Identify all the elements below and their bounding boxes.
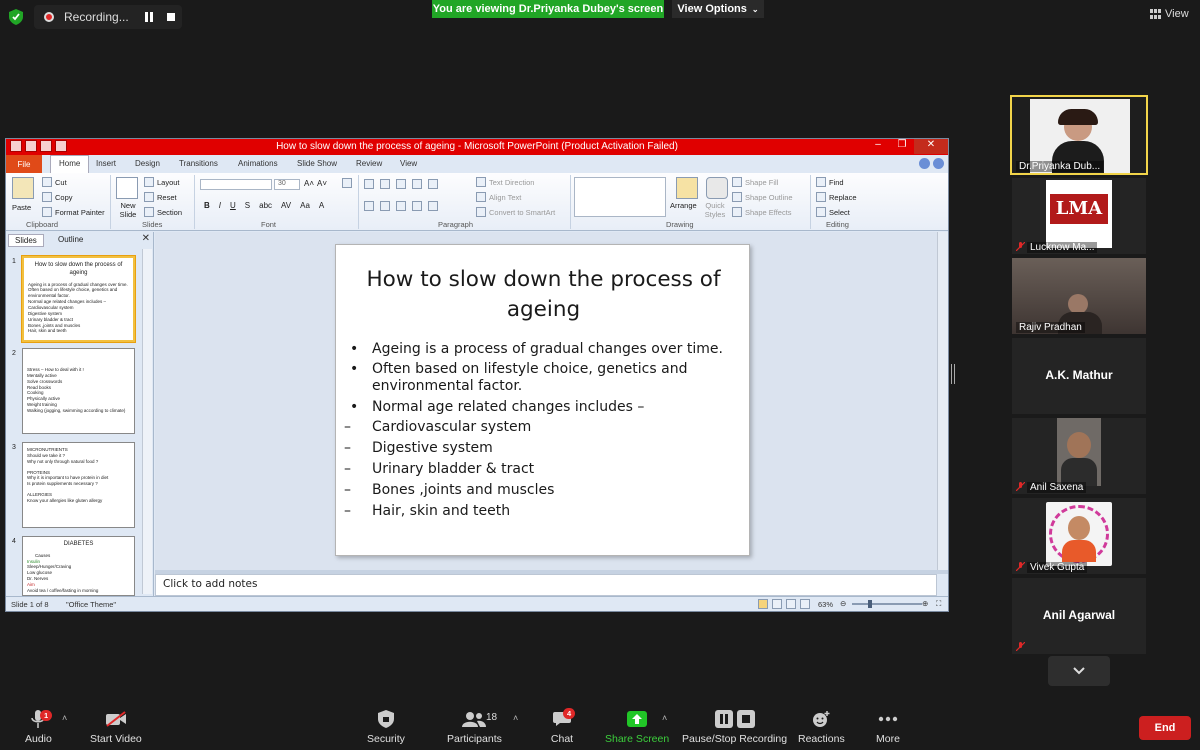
convert-smartart-label: Convert to SmartArt <box>489 207 556 217</box>
align-text-icon <box>476 192 486 202</box>
bullet-text: Digestive system <box>372 440 493 456</box>
audio-options-icon[interactable]: ˄ <box>62 713 68 723</box>
thumbnail-line: Bones ,joints and muscles <box>28 322 81 328</box>
video-off-icon <box>105 711 127 727</box>
tab-review[interactable]: Review <box>356 159 383 168</box>
muted-mic-icon <box>1016 242 1025 251</box>
list-buttons <box>364 179 438 189</box>
slide-counter: Slide 1 of 8 <box>11 600 49 609</box>
thumbnail-line: Cooking <box>27 390 44 396</box>
ppt-window-title: How to slow down the process of ageing - Microsoft PowerPoint (Product Activation Failed) <box>276 141 678 152</box>
quick-styles-icon[interactable] <box>706 177 728 199</box>
participant-photo <box>1057 418 1101 486</box>
gallery-view-button[interactable] <box>1150 8 1189 20</box>
strike-icon[interactable]: abc <box>259 201 273 210</box>
reactions-button[interactable] <box>798 707 845 745</box>
arrange-button[interactable]: Arrange <box>670 201 697 210</box>
chevron-down-icon <box>1073 666 1085 675</box>
thumbnail-line: ALLERGIES <box>27 492 53 498</box>
slide-title[interactable]: How to slow down the process of ageing <box>366 267 721 322</box>
slide-number: 1 <box>12 258 16 265</box>
find-label: Find <box>829 177 844 187</box>
participant-photo <box>1046 502 1112 566</box>
layout-label: Layout <box>157 177 180 187</box>
replace-label: Replace <box>829 192 857 202</box>
thumbnail-line: Should we take it ? <box>27 452 66 458</box>
thumbnail-line: Is protein supplements necessary ? <box>27 481 98 487</box>
thumbnail-line: Sleep/Hunger/Craving <box>27 564 72 570</box>
participant-name: Anil Agarwal <box>1042 608 1116 622</box>
thumbnail-line: Walking (jogging, swimming according to climate) <box>27 407 126 413</box>
font-style-buttons <box>204 201 324 210</box>
thumbnail-line: Know your allergies like gluten allergy <box>27 497 103 503</box>
help-icon[interactable] <box>933 158 944 169</box>
lma-logo-text: LMA <box>1050 194 1108 224</box>
shape-outline-button[interactable] <box>732 192 793 202</box>
decrease-indent-icon[interactable] <box>396 179 406 189</box>
recording-indicator[interactable] <box>34 5 182 29</box>
face <box>1068 294 1088 314</box>
hair <box>1058 109 1098 125</box>
grid-icon <box>1150 9 1161 19</box>
tab-slides[interactable]: Slides <box>8 234 44 247</box>
close-icon[interactable]: ✕ <box>141 233 150 244</box>
group-font-label: Font <box>261 220 277 229</box>
binoculars-icon <box>816 177 826 187</box>
reactions-label: Reactions <box>798 733 845 745</box>
end-meeting-button[interactable]: End <box>1139 716 1191 740</box>
shape-effects-button[interactable] <box>732 207 792 217</box>
divider <box>110 175 111 229</box>
copy-label: Copy <box>55 192 73 202</box>
justify-icon[interactable] <box>412 201 422 211</box>
thumbnail-line: MICRONUTRIENTS <box>27 447 68 452</box>
thumbnail-line: Normal age related changes includes – <box>28 299 107 305</box>
zoom-slider-thumb[interactable] <box>868 600 872 608</box>
thumbnail-line: Stress – How to deal with it ! <box>27 367 84 372</box>
bullet-marker: • <box>350 399 359 415</box>
recording-dot-icon <box>44 12 54 22</box>
bullet-marker: – <box>344 440 351 456</box>
bullet-text: Ageing is a process of gradual changes over time. <box>372 341 723 357</box>
font-size-combo[interactable]: 30 <box>274 179 300 190</box>
thumbnail-line: Avoid tea / coffee/fasting in morning <box>27 587 99 593</box>
shrink-font-icon[interactable]: A˅ <box>317 179 328 188</box>
share-screen-label: Share Screen <box>605 733 670 745</box>
restore-icon[interactable]: ❐ <box>897 139 907 150</box>
slide-bullet <box>344 461 534 478</box>
slide-bullet <box>344 440 493 457</box>
reset-icon <box>144 192 154 202</box>
scissors-icon <box>42 177 52 187</box>
tab-insert[interactable]: Insert <box>96 159 117 168</box>
muted-mic-icon <box>1016 482 1025 491</box>
tab-file[interactable]: File <box>6 155 42 173</box>
view-buttons <box>758 599 810 609</box>
font-color-icon[interactable]: A <box>318 201 325 210</box>
thumbnail-line: Why not only through natural food ? <box>27 458 99 464</box>
zoom-level[interactable]: 63% <box>818 600 834 609</box>
thumbnail-line: Read books <box>27 384 52 390</box>
divider <box>810 175 811 229</box>
participants-icon <box>462 711 486 727</box>
section-label: Section <box>157 207 183 217</box>
bullet-text: Bones ,joints and muscles <box>372 482 555 498</box>
participant-tile[interactable] <box>1012 578 1146 654</box>
start-video-label: Start Video <box>90 733 142 745</box>
bullet-text: Often based on lifestyle choice, genetics and environmental factor. <box>372 361 688 394</box>
slide-bullet <box>344 503 510 520</box>
shield-icon[interactable] <box>9 9 23 25</box>
format-painter-label: Format Painter <box>55 207 105 217</box>
ppt-title-bar <box>6 139 948 155</box>
chat-label: Chat <box>550 733 574 745</box>
pause-stop-icon <box>715 710 755 728</box>
reading-view-icon[interactable] <box>786 599 796 609</box>
thumbnail-line: Weight training <box>27 402 57 408</box>
shield-icon <box>378 710 394 728</box>
participant-tile[interactable] <box>1012 418 1146 494</box>
ribbon-home <box>6 173 948 231</box>
thumbnail-line: Insulin <box>27 558 41 564</box>
align-buttons <box>364 201 438 211</box>
text-direction-icon <box>476 177 486 187</box>
bullet-marker: – <box>344 419 351 435</box>
char-spacing-icon[interactable]: AV <box>281 201 292 210</box>
cut-label: Cut <box>55 177 67 187</box>
tab-animations[interactable]: Animations <box>238 159 278 168</box>
format-painter-button[interactable] <box>42 207 105 217</box>
bullet-marker: • <box>350 341 359 357</box>
quick-styles-button[interactable]: Quick Styles <box>704 201 726 219</box>
new-slide-button[interactable]: New Slide <box>119 201 137 219</box>
bullet-text: Hair, skin and teeth <box>372 503 511 519</box>
thumbnail-line: Physically active <box>27 396 61 402</box>
group-slides-label: Slides <box>142 220 163 229</box>
splitter-handle-icon[interactable] <box>951 364 955 384</box>
bullet-marker: – <box>344 503 351 519</box>
chat-badge: 4 <box>563 708 575 719</box>
select-label: Select <box>829 207 850 217</box>
face <box>1068 516 1090 540</box>
replace-icon <box>816 192 826 202</box>
group-editing-label: Editing <box>826 220 849 229</box>
reset-button[interactable] <box>144 192 177 202</box>
pause-stop-recording-button[interactable] <box>682 707 787 745</box>
face <box>1067 432 1091 458</box>
theme-name: "Office Theme" <box>66 600 117 609</box>
strikethrough-icon[interactable]: S <box>244 201 251 210</box>
slide-bullet <box>344 482 554 499</box>
paste-button[interactable]: Paste <box>12 203 32 212</box>
participants-options-icon[interactable]: ˄ <box>513 713 519 723</box>
shape-fill-label: Shape Fill <box>745 177 779 187</box>
tab-home[interactable]: Home <box>50 155 89 173</box>
increase-indent-icon[interactable] <box>412 179 422 189</box>
line-spacing-icon[interactable] <box>428 179 438 189</box>
thumbnail-line: Why it is important to have protein in diet <box>27 475 109 481</box>
align-right-icon[interactable] <box>396 201 406 211</box>
smiley-plus-icon <box>812 710 830 728</box>
brush-icon <box>42 207 52 217</box>
bold-icon[interactable]: B <box>204 201 210 210</box>
thumbnail-line: Causes <box>35 552 51 558</box>
viewing-screen-banner: You are viewing Dr.Priyanka Dubey's screen <box>432 0 664 18</box>
share-screen-button[interactable] <box>605 707 669 745</box>
zoom-slider[interactable] <box>852 603 922 605</box>
group-paragraph-label: Paragraph <box>438 220 474 229</box>
pause-icon[interactable] <box>144 12 154 22</box>
more-button[interactable] <box>875 707 901 745</box>
numbering-icon[interactable] <box>380 179 390 189</box>
shape-outline-label: Shape Outline <box>745 192 793 202</box>
shared-powerpoint-window[interactable] <box>5 138 949 612</box>
copy-button[interactable] <box>42 192 73 202</box>
participant-name: Lucknow Ma... <box>1027 242 1097 253</box>
slide-thumbnail[interactable] <box>22 442 135 528</box>
shape-effects-label: Shape Effects <box>745 207 792 217</box>
stop-icon[interactable] <box>166 12 176 22</box>
view-options-label: View Options <box>677 3 747 15</box>
slide-thumbnail[interactable] <box>22 536 135 596</box>
normal-view-icon[interactable] <box>758 599 768 609</box>
layout-button[interactable] <box>144 177 180 187</box>
share-screen-icon <box>627 711 647 727</box>
bullet-text: Normal age related changes includes – <box>372 399 645 415</box>
section-icon <box>144 207 154 217</box>
minimize-ribbon-icon[interactable] <box>919 158 930 169</box>
start-video-button[interactable] <box>90 707 142 745</box>
cursor-icon <box>816 207 826 217</box>
chevron-down-icon: ⌄ <box>751 4 759 14</box>
notes-pane[interactable]: Click to add notes <box>155 574 937 596</box>
pen-icon <box>732 192 742 202</box>
thumbnail-line: Digestive system <box>28 310 63 316</box>
thumbnail-line: Ageing is a process of gradual changes over time. <box>28 281 128 287</box>
slide-bullet <box>350 399 644 416</box>
divider <box>358 175 359 229</box>
align-text-button[interactable] <box>476 192 521 202</box>
select-button[interactable] <box>816 207 850 217</box>
shape-fill-button[interactable] <box>732 177 778 187</box>
tab-outline[interactable]: Outline <box>58 235 84 244</box>
align-text-label: Align Text <box>489 192 522 202</box>
slide-number: 3 <box>12 444 16 451</box>
section-button[interactable] <box>144 207 182 217</box>
thumbnail-line: Cardiovascular system <box>28 304 74 310</box>
scrollbar[interactable] <box>142 249 152 594</box>
shoulders <box>1062 540 1096 562</box>
convert-smartart-button[interactable] <box>476 207 555 217</box>
share-screen-options-icon[interactable]: ˄ <box>662 713 668 723</box>
tab-view[interactable]: View <box>400 159 418 168</box>
thumbnail-title: DIABETES <box>63 541 94 547</box>
zoom-out-icon[interactable]: ⊖ <box>840 599 847 608</box>
bullet-text: Urinary bladder & tract <box>372 461 535 477</box>
find-button[interactable] <box>816 177 844 187</box>
bullets-icon[interactable] <box>364 179 374 189</box>
ribbon-tabs <box>6 155 948 173</box>
replace-button[interactable] <box>816 192 857 202</box>
slideshow-icon[interactable] <box>800 599 810 609</box>
participant-tile[interactable] <box>1010 95 1148 175</box>
divider <box>570 175 571 229</box>
new-slide-icon[interactable] <box>116 177 138 199</box>
layout-icon <box>144 177 154 187</box>
thumbnail-line: Hair, skin and teeth <box>28 328 67 334</box>
thumbnail-line: Urinary bladder & tract <box>28 316 74 322</box>
recording-label: Recording... <box>64 10 129 24</box>
underline-icon[interactable]: U <box>230 201 236 210</box>
bullet-marker: – <box>344 461 351 477</box>
tab-transitions[interactable]: Transitions <box>179 159 218 168</box>
bullet-text: Cardiovascular system <box>372 419 532 435</box>
close-icon[interactable]: ✕ <box>914 139 948 154</box>
slides-panel <box>6 232 154 596</box>
divider <box>194 175 195 229</box>
shapes-gallery[interactable] <box>574 177 666 217</box>
columns-icon[interactable] <box>428 201 438 211</box>
paste-icon[interactable] <box>12 177 34 199</box>
audio-badge: 1 <box>40 710 52 721</box>
more-label: More <box>876 733 900 745</box>
slide-thumbnail[interactable] <box>22 256 135 342</box>
bullet-marker: – <box>344 482 351 498</box>
reset-label: Reset <box>157 192 177 202</box>
paint-bucket-icon <box>732 177 742 187</box>
minimize-icon[interactable]: – <box>875 139 881 150</box>
slide-sorter-icon[interactable] <box>772 599 782 609</box>
copy-icon <box>42 192 52 202</box>
grow-font-icon[interactable]: A˄ <box>304 179 315 188</box>
view-label: View <box>1165 8 1189 20</box>
bullet-marker: • <box>350 361 359 377</box>
gallery-scroll-down-button[interactable] <box>1048 656 1110 686</box>
thumbnail-line: Mentally active <box>27 372 57 378</box>
ellipsis-icon <box>878 716 898 722</box>
participant-name: Anil Saxena <box>1027 482 1086 493</box>
slide-number: 2 <box>12 350 16 357</box>
effects-icon <box>732 207 742 217</box>
zoom-in-icon[interactable]: ⊕ <box>922 599 929 608</box>
cut-button[interactable] <box>42 177 67 187</box>
font-name-combo[interactable] <box>200 179 272 190</box>
change-case-icon[interactable]: Aa <box>300 201 310 210</box>
thumbnail-line: PROTEINS <box>27 469 51 475</box>
slide-bullet <box>350 341 723 358</box>
audio-label: Audio <box>25 733 52 745</box>
align-center-icon[interactable] <box>380 201 390 211</box>
slide-bullet <box>350 361 730 395</box>
fit-to-window-icon[interactable]: ⛶ <box>936 599 942 608</box>
participant-name: Dr.Priyanka Dub... <box>1016 161 1103 172</box>
clear-format-icon[interactable] <box>342 178 352 188</box>
participant-logo <box>1046 180 1112 248</box>
thumbnail-line: Low glucose <box>27 570 53 576</box>
align-left-icon[interactable] <box>364 201 374 211</box>
participant-tile[interactable] <box>1012 338 1146 414</box>
status-bar <box>6 596 948 611</box>
security-button[interactable] <box>367 707 405 745</box>
slide-edit-area[interactable] <box>155 232 937 570</box>
arrange-icon[interactable] <box>676 177 698 199</box>
muted-mic-icon <box>1016 562 1025 571</box>
thumbnail-line: Often based on lifestyle choice, genetics and environmental factor. <box>28 287 118 299</box>
thumbnail-line: Dr. Nerves <box>27 576 49 582</box>
participant-tile[interactable] <box>1012 498 1146 574</box>
group-clipboard-label: Clipboard <box>26 220 59 229</box>
muted-mic-icon <box>1016 642 1025 651</box>
current-slide[interactable] <box>335 244 750 556</box>
text-direction-label: Text Direction <box>489 177 535 187</box>
grow-shrink-font[interactable] <box>304 179 327 188</box>
participant-name: Vivek Gupta <box>1027 562 1087 573</box>
tab-slide-show[interactable]: Slide Show <box>297 159 338 168</box>
italic-icon[interactable]: I <box>218 201 222 210</box>
participant-tile[interactable] <box>1012 178 1146 254</box>
view-options-button[interactable] <box>672 0 764 18</box>
participants-label: Participants <box>447 733 502 745</box>
slide-bullet <box>344 419 531 436</box>
pause-stop-label: Pause/Stop Recording <box>682 733 788 745</box>
slide-number: 4 <box>12 538 16 545</box>
group-drawing-label: Drawing <box>666 220 694 229</box>
participant-name: A.K. Mathur <box>1045 368 1113 382</box>
text-direction-button[interactable] <box>476 177 534 187</box>
thumbnail-line: Aim <box>27 582 35 588</box>
participants-count: 18 <box>486 712 498 723</box>
thumbnail-title: How to slow down the process of ageing <box>34 262 123 276</box>
participant-name: Rajiv Pradhan <box>1016 322 1085 333</box>
tab-design[interactable]: Design <box>135 159 160 168</box>
slide-scrollbar[interactable] <box>937 232 948 570</box>
participant-tile[interactable] <box>1012 258 1146 334</box>
thumbnail-line: Solve crosswords <box>27 378 63 384</box>
security-label: Security <box>367 733 405 745</box>
smartart-icon <box>476 207 486 217</box>
slide-thumbnail[interactable] <box>22 348 135 434</box>
